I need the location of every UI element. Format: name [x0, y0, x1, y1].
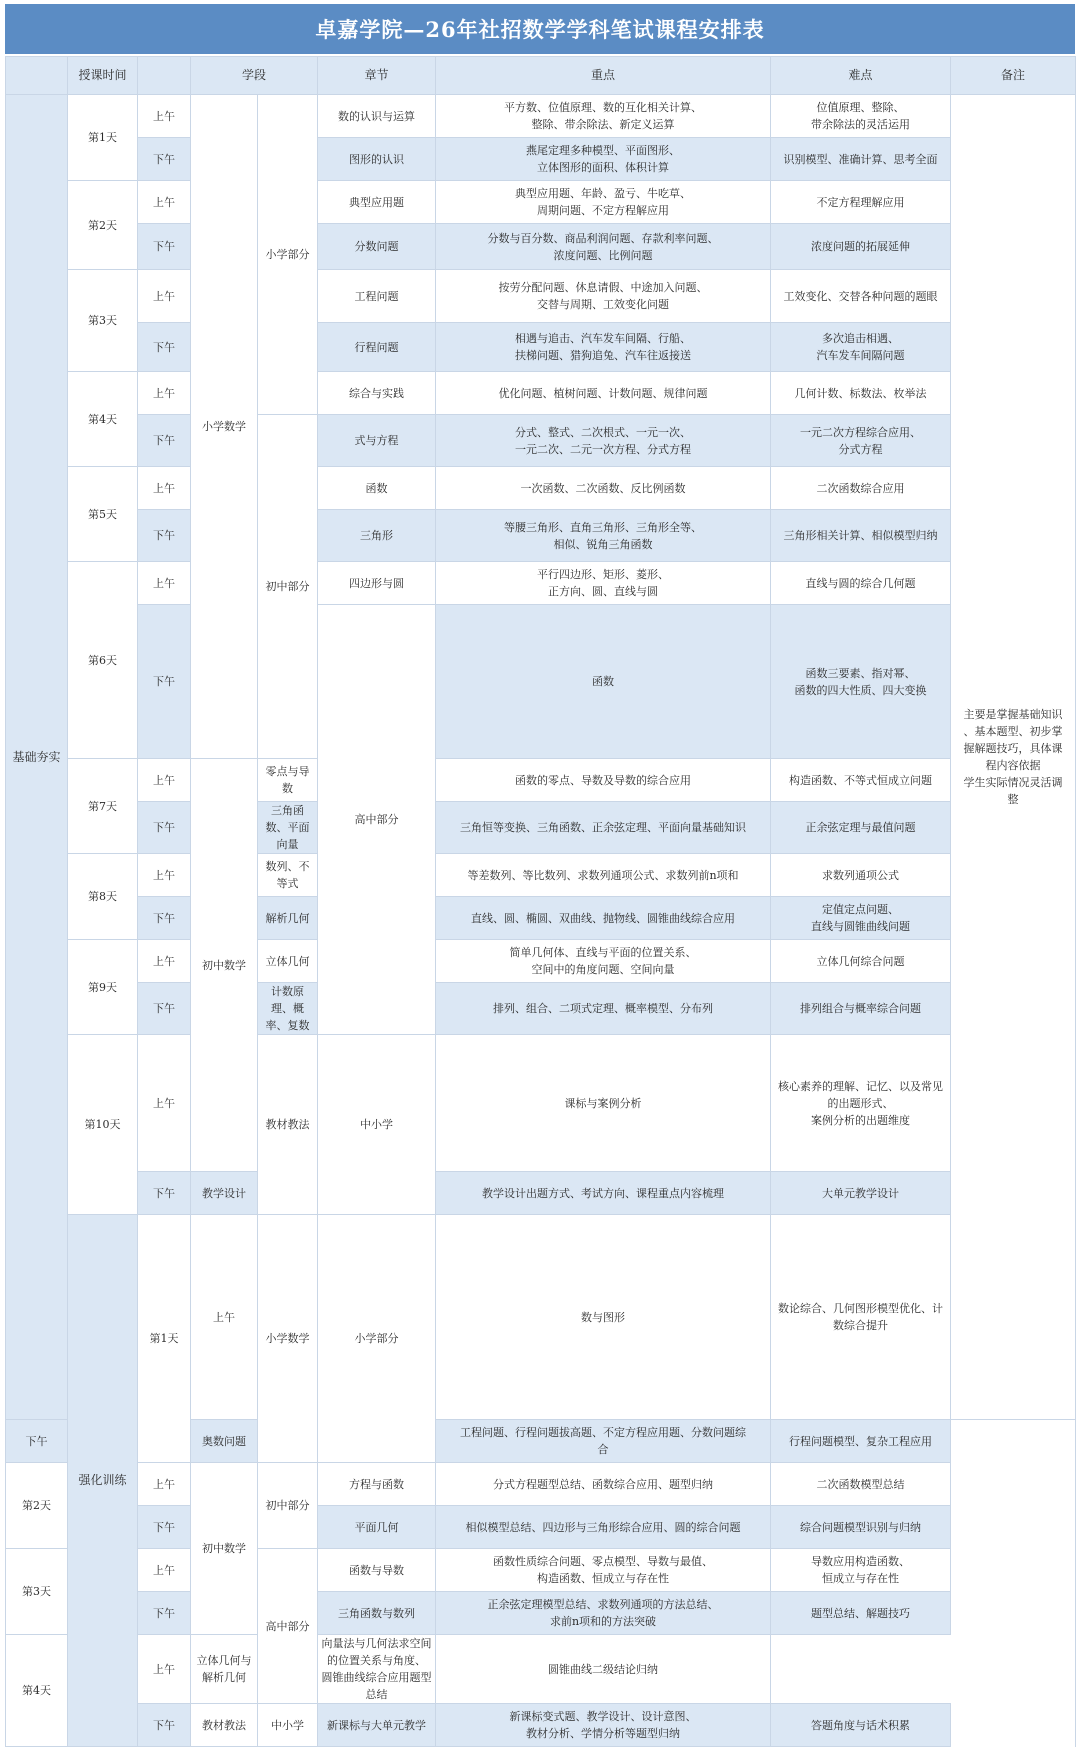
- key-line: 简单几何体、直线与平面的位置关系、: [509, 946, 697, 959]
- key-cell: [436, 940, 771, 983]
- session-label: 下午: [138, 605, 191, 759]
- level-label: 小学数学: [191, 95, 258, 759]
- key-line: 核心素养的理解、记忆、以及常见的出题形式、: [778, 1079, 944, 1110]
- chapter-cell: 分数问题: [318, 224, 436, 270]
- key-line: 构造函数、恒成立与存在性: [537, 1572, 670, 1585]
- schedule-table: [5, 56, 1076, 1747]
- session-label: 下午: [138, 1704, 191, 1747]
- diff-line: 分式方程: [838, 442, 883, 456]
- key-cell: 优化问题、植树问题、计数问题、规律问题: [436, 372, 771, 415]
- diff-line: 导数应用构造函数、: [811, 1555, 911, 1568]
- session-label: 上午: [138, 1635, 191, 1704]
- key-line: 一元二次、二元一次方程、分式方程: [515, 442, 692, 456]
- chapter-cell: 综合与实践: [318, 372, 436, 415]
- difficulty-cell: 二次函数综合应用: [771, 467, 951, 510]
- chapter-cell: 四边形与圆: [318, 562, 436, 605]
- session-label: 下午: [138, 1592, 191, 1635]
- key-line: 周期问题、不定方程解应用: [537, 204, 670, 217]
- difficulty-cell: 工效变化、交替各种问题的题眼: [771, 270, 951, 323]
- session-label: 上午: [138, 95, 191, 138]
- header-time: 授课时间: [68, 57, 138, 95]
- session-label: 下午: [138, 983, 191, 1035]
- session-label: 下午: [138, 138, 191, 181]
- key-line: 教材分析、学情分析等题型归纳: [526, 1727, 681, 1740]
- level-label: 教材教法: [191, 1704, 258, 1747]
- key-cell: 排列、组合、二项式定理、概率模型、分布列: [436, 983, 771, 1035]
- session-label: 上午: [138, 270, 191, 323]
- session-label: 下午: [138, 510, 191, 562]
- key-cell: 数论综合、几何图形模型优化、计数综合提升: [771, 1215, 951, 1420]
- session-label: 下午: [138, 1506, 191, 1549]
- difficulty-cell: 综合问题模型识别与归纳: [771, 1506, 951, 1549]
- difficulty-cell: [771, 1549, 951, 1592]
- key-line: 按劳分配问题、休息请假、中途加入问题、: [498, 281, 708, 294]
- chapter-cell: 立体几何: [258, 940, 318, 983]
- key-line: 函数性质综合问题、零点模型、导数与最值、: [493, 1555, 714, 1568]
- session-label: 上午: [138, 1035, 191, 1172]
- key-line: 求前n项和的方法突破: [549, 1615, 657, 1628]
- key-cell: 直线、圆、椭圆、双曲线、抛物线、圆锥曲线综合应用: [436, 897, 771, 940]
- session-label: 上午: [138, 1463, 191, 1506]
- key-cell: [436, 181, 771, 224]
- session-label: 上午: [138, 467, 191, 510]
- difficulty-cell: 行程问题模型、复杂工程应用: [771, 1420, 951, 1463]
- key-line: 正余弦定理模型总结、求数列通项的方法总结、: [487, 1598, 719, 1611]
- level-label: 初中数学: [191, 1463, 258, 1635]
- part-label: 高中部分: [318, 605, 436, 1035]
- session-label: 下午: [138, 802, 191, 854]
- key-line: 整除、带余除法、新定义运算: [531, 118, 675, 131]
- diff-line: 汽车发车间隔问题: [816, 349, 905, 362]
- chapter-cell: 零点与导数: [258, 759, 318, 802]
- chapter-cell: 工程问题: [318, 270, 436, 323]
- key-line: 分式、整式、二次根式、一元一次、: [515, 425, 692, 439]
- chapter-cell: 三角函数与数列: [318, 1592, 436, 1635]
- chapter-cell: 新课标与大单元教学: [318, 1704, 436, 1747]
- key-line: 正方向、圆、直线与圆: [548, 585, 659, 598]
- difficulty-cell: 排列组合与概率综合问题: [771, 983, 951, 1035]
- part-label: 中小学: [318, 1035, 436, 1215]
- header-remark: 备注: [951, 57, 1076, 95]
- header-key: 重点: [436, 57, 771, 95]
- part-label: 初中部分: [258, 1463, 318, 1549]
- header-chapter: 章节: [318, 57, 436, 95]
- schedule-body: [6, 95, 1076, 1747]
- key-cell: [436, 323, 771, 372]
- session-label: 下午: [6, 1420, 68, 1463]
- difficulty-cell: 求数列通项公式: [771, 854, 951, 897]
- day-label: 第6天: [68, 562, 138, 759]
- diff-line: 定值定点问题、: [822, 903, 900, 916]
- session-label: 上午: [138, 854, 191, 897]
- page-title: 卓嘉学院—26年社招数学学科笔试课程安排表: [5, 4, 1075, 54]
- part-label: 高中部分: [258, 1549, 318, 1704]
- difficulty-cell: 三角形相关计算、相似模型归纳: [771, 510, 951, 562]
- header-empty: [6, 57, 68, 95]
- session-label: 上午: [138, 562, 191, 605]
- part-label: 中小学: [258, 1704, 318, 1747]
- key-cell: [436, 224, 771, 270]
- key-cell: [436, 562, 771, 605]
- key-line: 函数三要素、指对幂、: [805, 666, 916, 680]
- key-cell: [436, 1420, 771, 1463]
- difficulty-cell: 大单元教学设计: [771, 1172, 951, 1215]
- level-label: 初中数学: [191, 759, 258, 1172]
- key-line: 扶梯问题、猎狗追兔、汽车往返接送: [515, 349, 692, 362]
- day-label: 第4天: [68, 372, 138, 467]
- key-line: 相似、锐角三角函数: [553, 537, 653, 551]
- difficulty-cell: 浓度问题的拓展延伸: [771, 224, 951, 270]
- day-label: 第9天: [68, 940, 138, 1035]
- part-label: 小学部分: [258, 95, 318, 415]
- key-cell: 教学设计出题方式、考试方向、课程重点内容梳理: [436, 1172, 771, 1215]
- key-line: 合: [597, 1443, 609, 1456]
- header-level: 学段: [191, 57, 318, 95]
- key-cell: 三角恒等变换、三角函数、正余弦定理、平面向量基础知识: [436, 802, 771, 854]
- part-label: 小学部分: [318, 1215, 436, 1463]
- day-label: 第3天: [68, 270, 138, 372]
- chapter-cell: 数与图形: [436, 1215, 771, 1420]
- session-label: 上午: [191, 1215, 258, 1420]
- difficulty-cell: 几何计数、标数法、枚举法: [771, 372, 951, 415]
- difficulty-cell: 正余弦定理与最值问题: [771, 802, 951, 854]
- session-label: 上午: [138, 372, 191, 415]
- note-line: 程内容依据: [985, 759, 1041, 772]
- chapter-cell: 函数: [436, 605, 771, 759]
- key-line: 平方数、位值原理、数的互化相关计算、: [504, 101, 703, 114]
- difficulty-cell: 圆锥曲线二级结论归纳: [436, 1635, 771, 1704]
- session-label: 下午: [138, 897, 191, 940]
- difficulty-cell: 答题角度与话术积累: [771, 1704, 951, 1747]
- key-line: 立体图形的面积、体积计算: [537, 161, 670, 174]
- day-label: 第2天: [68, 181, 138, 270]
- diff-line: 位值原理、整除、: [816, 101, 905, 114]
- day-label: 第4天: [6, 1635, 68, 1747]
- key-cell: [436, 95, 771, 138]
- day-label: 第3天: [6, 1549, 68, 1635]
- difficulty-cell: 不定方程理解应用: [771, 181, 951, 224]
- stage-label: 基础夯实: [6, 95, 68, 1420]
- diff-line: 一元二次方程综合应用、: [800, 425, 922, 439]
- chapter-cell: 三角形: [318, 510, 436, 562]
- day-label: 第2天: [6, 1463, 68, 1549]
- key-cell: [436, 270, 771, 323]
- key-cell: 函数的零点、导数及导数的综合应用: [436, 759, 771, 802]
- session-label: 下午: [138, 1172, 191, 1215]
- day-label: 第8天: [68, 854, 138, 940]
- difficulty-cell: 题型总结、解题技巧: [771, 1592, 951, 1635]
- chapter-cell: 式与方程: [318, 415, 436, 467]
- chapter-cell: 方程与函数: [318, 1463, 436, 1506]
- session-label: 上午: [138, 1549, 191, 1592]
- day-label: 第10天: [68, 1035, 138, 1215]
- key-cell: 一次函数、二次函数、反比例函数: [436, 467, 771, 510]
- difficulty-cell: [771, 95, 951, 138]
- key-cell: [436, 510, 771, 562]
- day-label: 第7天: [68, 759, 138, 854]
- day-label: 第1天: [68, 95, 138, 181]
- key-cell: [771, 1035, 951, 1172]
- key-cell: [318, 1635, 436, 1704]
- key-line: 新课标变式题、教学设计、设计意图、: [509, 1710, 697, 1723]
- key-line: 燕尾定理多种模型、平面图形、: [526, 144, 681, 157]
- session-label: 下午: [138, 323, 191, 372]
- key-line: 工程问题、行程问题拔高题、不定方程应用题、分数问题综: [460, 1426, 747, 1439]
- chapter-cell: 函数: [318, 467, 436, 510]
- chapter-cell: 数的认识与运算: [318, 95, 436, 138]
- key-line: 空间中的角度问题、空间向量: [531, 963, 675, 976]
- day-label: 第1天: [138, 1215, 191, 1463]
- note-line: 整: [1007, 793, 1019, 806]
- key-line: 圆锥曲线综合应用题型总结: [321, 1671, 432, 1701]
- key-line: 相遇与追击、汽车发车间隔、行船、: [515, 332, 692, 345]
- note-line: 主要是掌握基础知识: [963, 708, 1063, 721]
- session-label: 上午: [138, 940, 191, 983]
- difficulty-cell: 构造函数、不等式恒成立问题: [771, 759, 951, 802]
- key-line: 交替与周期、工效变化问题: [537, 298, 670, 311]
- difficulty-cell: [771, 415, 951, 467]
- session-label: 上午: [138, 181, 191, 224]
- chapter-cell: 奥数问题: [191, 1420, 258, 1463]
- stage-label: 强化训练: [68, 1215, 138, 1747]
- chapter-cell: 数列、不等式: [258, 854, 318, 897]
- key-cell: [436, 1592, 771, 1635]
- level-label: 教材教法: [258, 1035, 318, 1215]
- key-cell: [436, 1549, 771, 1592]
- difficulty-cell: 直线与圆的综合几何题: [771, 562, 951, 605]
- chapter-cell: 三角函数、平面向量: [258, 802, 318, 854]
- key-line: 向量法与几何法求空间的位置关系与角度、: [321, 1637, 432, 1667]
- day-label: 第5天: [68, 467, 138, 562]
- header-empty-2: [138, 57, 191, 95]
- key-cell: 等差数列、等比数列、求数列通项公式、求数列前n项和: [436, 854, 771, 897]
- note-line: 握解题技巧，具体课: [963, 742, 1063, 755]
- session-label: 下午: [138, 415, 191, 467]
- chapter-cell: 函数与导数: [318, 1549, 436, 1592]
- difficulty-cell: 二次函数模型总结: [771, 1463, 951, 1506]
- key-line: 典型应用题、年龄、盈亏、牛吃草、: [515, 187, 692, 200]
- key-line: 平行四边形、矩形、菱形、: [537, 568, 670, 581]
- key-line: 案例分析的出题维度: [811, 1113, 911, 1127]
- key-cell: [436, 415, 771, 467]
- session-label: 上午: [138, 759, 191, 802]
- difficulty-cell: [771, 897, 951, 940]
- key-cell: 相似模型总结、四边形与三角形综合应用、圆的综合问题: [436, 1506, 771, 1549]
- difficulty-cell: 立体几何综合问题: [771, 940, 951, 983]
- key-line: 浓度问题、比例问题: [553, 248, 653, 262]
- level-label: 小学数学: [258, 1215, 318, 1463]
- key-line: 函数的四大性质、四大变换: [794, 683, 927, 697]
- chapter-cell: 教学设计: [191, 1172, 258, 1215]
- difficulty-cell: [771, 323, 951, 372]
- diff-line: 带余除法的灵活运用: [811, 118, 911, 131]
- chapter-cell: 图形的认识: [318, 138, 436, 181]
- remark-cell: [951, 95, 1076, 1420]
- chapter-cell: 课标与案例分析: [436, 1035, 771, 1172]
- key-line: 分数与百分数、商品利润问题、存款利率问题、: [487, 231, 719, 245]
- diff-line: 恒成立与存在性: [822, 1572, 900, 1585]
- diff-line: 直线与圆锥曲线问题: [811, 920, 911, 933]
- key-cell: [771, 605, 951, 759]
- key-cell: [436, 138, 771, 181]
- chapter-cell: 平面几何: [318, 1506, 436, 1549]
- key-cell: 分式方程题型总结、函数综合应用、题型归纳: [436, 1463, 771, 1506]
- chapter-cell: 行程问题: [318, 323, 436, 372]
- difficulty-cell: 识别模型、准确计算、思考全面: [771, 138, 951, 181]
- key-cell: [436, 1704, 771, 1747]
- chapter-cell: 典型应用题: [318, 181, 436, 224]
- chapter-cell: 立体几何与解析几何: [191, 1635, 258, 1704]
- chapter-cell: 计数原理、概率、复数: [258, 983, 318, 1035]
- diff-line: 多次追击相遇、: [822, 332, 900, 345]
- key-line: 等腰三角形、直角三角形、三角形全等、: [504, 520, 703, 534]
- note-line: 学生实际情况灵活调: [963, 776, 1063, 789]
- header-difficulty: 难点: [771, 57, 951, 95]
- part-label: 初中部分: [258, 415, 318, 759]
- note-line: 、基本题型、初步掌: [963, 725, 1063, 738]
- session-label: 下午: [138, 224, 191, 270]
- chapter-cell: 解析几何: [258, 897, 318, 940]
